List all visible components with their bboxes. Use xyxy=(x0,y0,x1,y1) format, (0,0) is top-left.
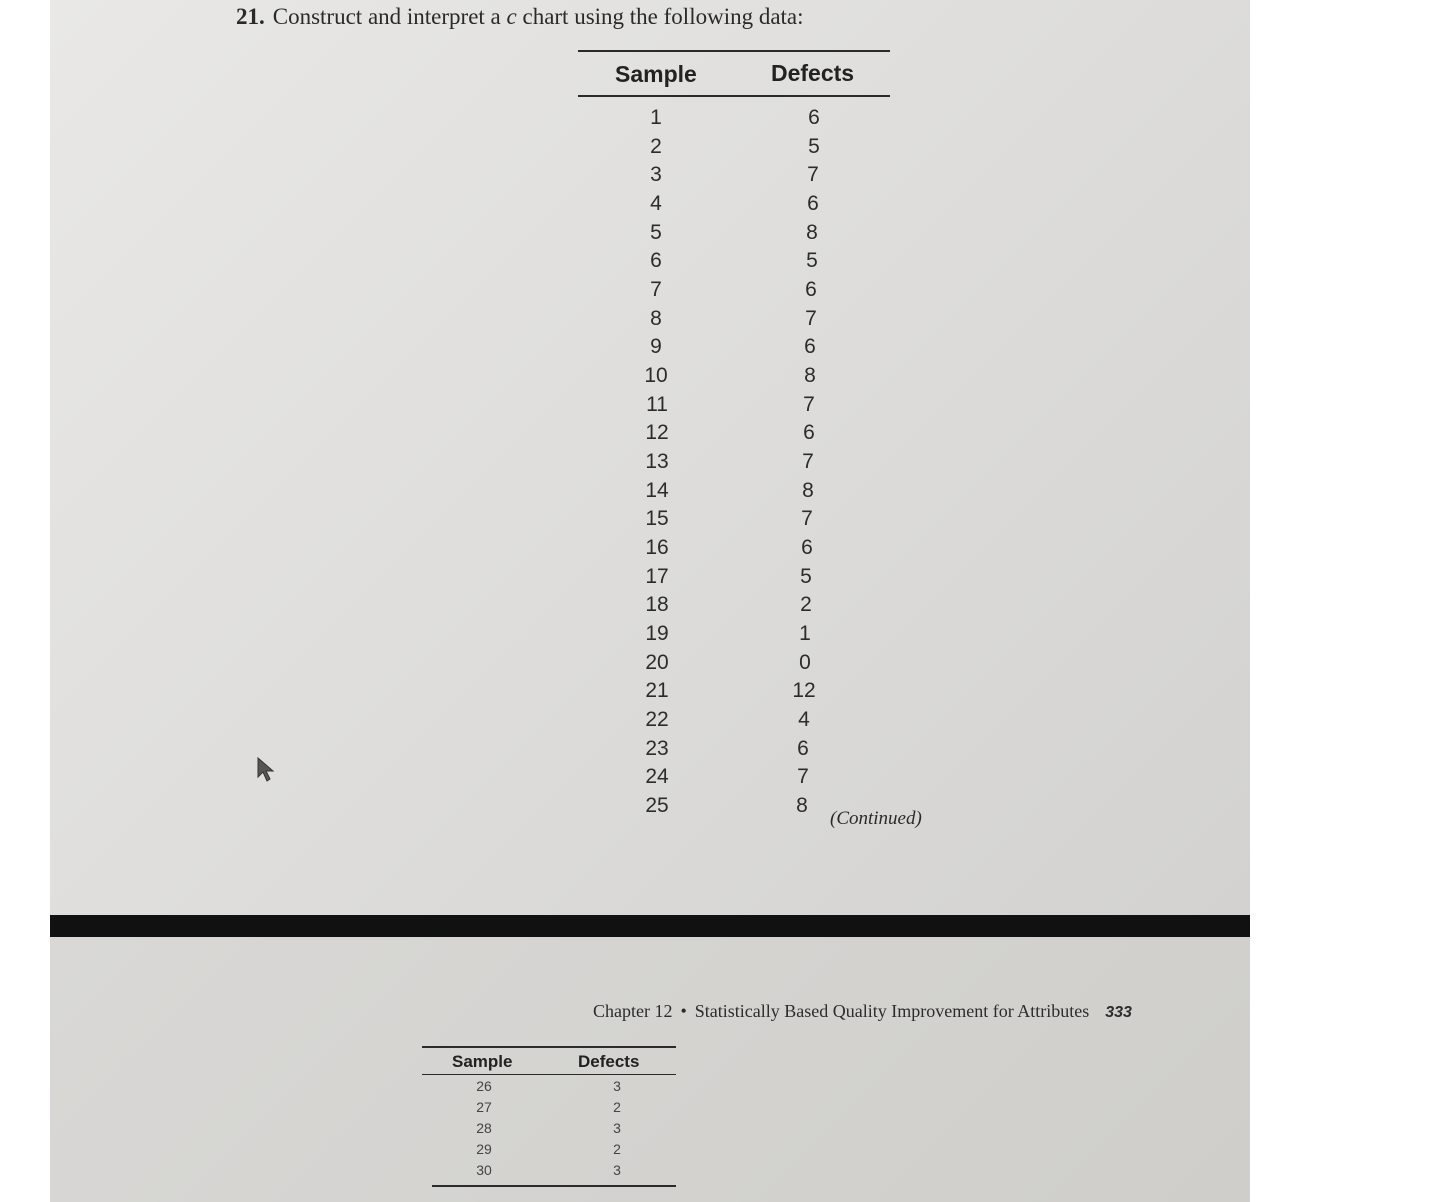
main-table-defects-cell: 8 xyxy=(804,364,816,387)
main-table-sample-cell: 24 xyxy=(645,765,669,788)
main-table-sample-cell: 14 xyxy=(645,479,669,502)
cont-table-defects-cell: 3 xyxy=(613,1162,621,1178)
main-table-sample-cell: 20 xyxy=(645,651,669,674)
main-table-defects-cell: 5 xyxy=(806,249,818,272)
main-table-sample-cell: 4 xyxy=(650,192,662,215)
main-table-sample-cell: 17 xyxy=(645,565,669,588)
main-table-sample-cell: 21 xyxy=(645,679,669,702)
cont-table-sample-cell: 30 xyxy=(476,1162,492,1178)
main-table-sample-cell: 8 xyxy=(650,307,662,330)
main-table-sample-cell: 3 xyxy=(650,163,662,186)
main-table-defects-cell: 12 xyxy=(792,679,816,702)
main-table-defects-cell: 6 xyxy=(804,335,816,358)
main-table-defects-cell: 1 xyxy=(799,622,811,645)
main-table-defects-cell: 2 xyxy=(800,593,812,616)
cont-table-sample-cell: 26 xyxy=(476,1078,492,1094)
page-divider xyxy=(50,915,1250,937)
main-table-defects-cell: 4 xyxy=(798,708,810,731)
cont-table-sample-cell: 29 xyxy=(476,1141,492,1157)
main-table-defects-header: Defects xyxy=(771,60,855,86)
page-footer xyxy=(593,1001,1132,1022)
main-table-defects-cell: 0 xyxy=(799,651,811,674)
cont-table-defects-cell: 2 xyxy=(613,1099,621,1115)
main-table-sample-cell: 10 xyxy=(644,364,668,387)
main-table-header-rule xyxy=(578,95,890,97)
footer-chapter: Chapter 12 xyxy=(593,1001,673,1021)
cont-table-defects-cell: 2 xyxy=(613,1141,621,1157)
main-table-defects-cell: 7 xyxy=(797,765,809,788)
cont-table-bottom-rule xyxy=(432,1185,676,1187)
main-table-defects-cell: 8 xyxy=(806,221,818,244)
main-table-defects-cell: 7 xyxy=(801,507,813,530)
main-table-defects-cell: 6 xyxy=(808,106,820,129)
main-table-sample-cell: 19 xyxy=(645,622,669,645)
main-table-defects-cell: 7 xyxy=(807,163,819,186)
main-table-sample-cell: 22 xyxy=(645,708,669,731)
main-table-defects-cell: 7 xyxy=(803,393,815,416)
main-table-sample-cell: 18 xyxy=(645,593,669,616)
main-table-sample-cell: 13 xyxy=(645,450,669,473)
main-table-defects-cell: 7 xyxy=(805,307,817,330)
main-table-sample-cell: 7 xyxy=(650,278,662,301)
cont-table-sample-cell: 28 xyxy=(476,1120,492,1136)
cont-table-defects-header: Defects xyxy=(578,1052,640,1071)
question-variable: c xyxy=(506,4,517,29)
main-table-defects-cell: 8 xyxy=(796,794,808,817)
main-table-sample-cell: 23 xyxy=(645,737,669,760)
footer-bullet: • xyxy=(680,1001,687,1021)
question-text-before: Construct and interpret a xyxy=(272,4,501,29)
question-number: 21. xyxy=(236,4,265,29)
question-text xyxy=(236,4,804,30)
main-table-sample-header: Sample xyxy=(615,61,697,87)
main-table-sample-cell: 9 xyxy=(650,335,662,358)
cont-table-header-rule xyxy=(422,1074,676,1075)
footer-title: Statistically Based Quality Improvement for Attributes xyxy=(694,1001,1090,1021)
main-table-defects-cell: 5 xyxy=(800,565,812,588)
book-page-lower xyxy=(50,937,1250,1202)
main-table-defects-cell: 6 xyxy=(797,737,809,760)
main-table-defects-cell: 6 xyxy=(807,192,819,215)
cont-table-defects-cell: 3 xyxy=(613,1120,621,1136)
main-table-defects-cell: 5 xyxy=(808,135,820,158)
main-table-defects-cell: 6 xyxy=(805,278,817,301)
main-table-top-rule xyxy=(578,50,890,52)
cont-table-sample-header: Sample xyxy=(452,1052,513,1071)
cont-table-sample-cell: 27 xyxy=(476,1099,492,1115)
main-table-sample-cell: 5 xyxy=(650,221,662,244)
main-table-sample-cell: 11 xyxy=(646,393,668,416)
main-table-defects-cell: 6 xyxy=(801,536,813,559)
cont-table-top-rule xyxy=(422,1046,676,1048)
main-table-sample-cell: 12 xyxy=(645,421,669,444)
main-table-defects-cell: 7 xyxy=(802,450,814,473)
main-table-sample-cell: 1 xyxy=(650,106,662,129)
main-table-sample-cell: 15 xyxy=(645,507,669,530)
continued-label: (Continued) xyxy=(830,808,922,829)
mouse-cursor-icon xyxy=(256,757,276,783)
main-table-sample-cell: 2 xyxy=(650,135,662,158)
cont-table-defects-cell: 3 xyxy=(613,1078,621,1094)
main-table-sample-cell: 6 xyxy=(650,249,662,272)
main-table-defects-cell: 8 xyxy=(802,479,814,502)
main-table-defects-cell: 6 xyxy=(803,421,815,444)
main-table-sample-cell: 25 xyxy=(645,794,669,817)
main-table-sample-cell: 16 xyxy=(645,536,669,559)
footer-page-number: 333 xyxy=(1105,1004,1132,1021)
question-text-after: chart using the following data: xyxy=(522,4,804,29)
